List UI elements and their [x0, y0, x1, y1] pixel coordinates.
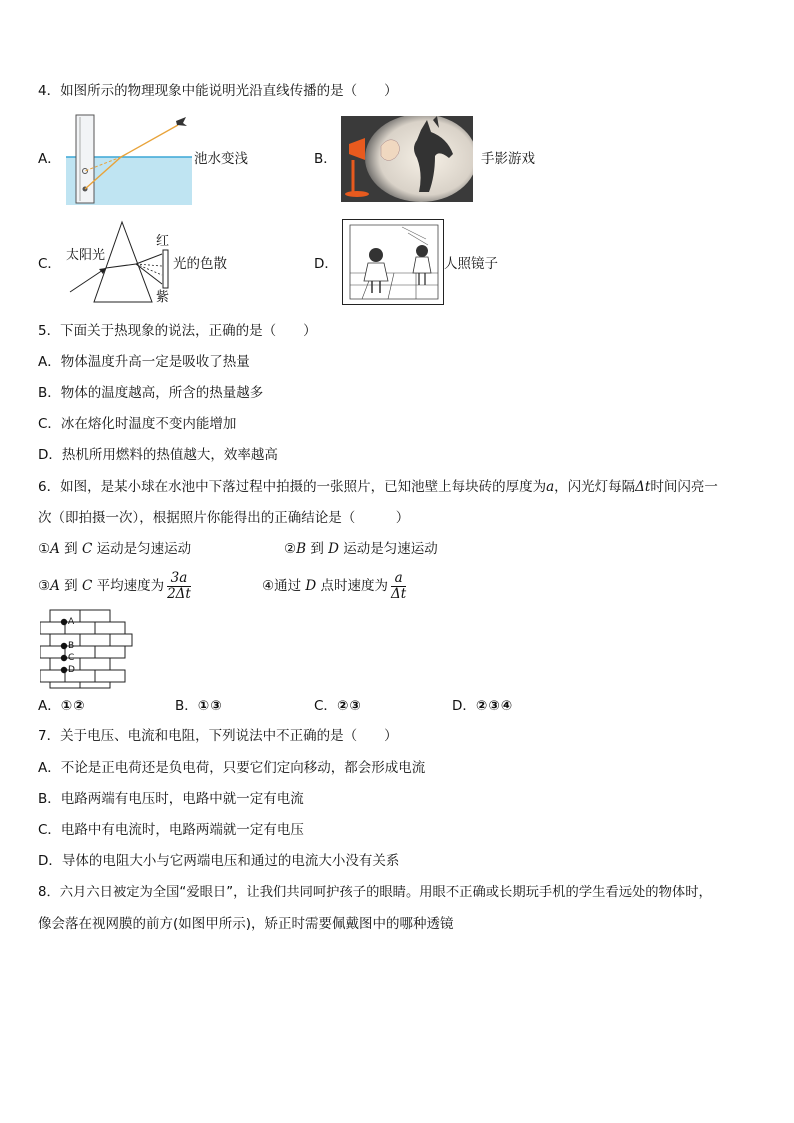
q4-option-c-caption: 光的色散 [173, 256, 227, 272]
q5-option-d: D．热机所用燃料的热值越大，效率越高 [38, 447, 278, 463]
fraction-3a-over-2dt: $\frac{3a}{2\Delta t}$ [167, 569, 191, 602]
q7-option-c: C．电路中有电流时，电路两端就一定有电压 [38, 822, 304, 838]
q4-option-d-caption: 人照镜子 [444, 256, 498, 272]
q6-answer-d: D．②③④ [452, 698, 514, 714]
sunlight-label: 太阳光 [66, 248, 106, 263]
mirror-figure [342, 219, 444, 305]
q4-option-b-caption: 手影游戏 [481, 151, 535, 167]
q6-conclusion-1: ①A 到 C 运动是匀速运动 [38, 541, 192, 557]
q4-stem: 4．如图所示的物理现象中能说明光沿直线传播的是（ ） [38, 83, 398, 99]
q6-answer-a: A．①② [38, 698, 86, 714]
q6-stem-line2: 次（即拍摄一次），根据照片你能得出的正确结论是（ ） [38, 510, 410, 526]
red-label: 红 [156, 234, 170, 249]
q6-stem-line1: 6．如图，是某小球在水池中下落过程中拍摄的一张照片，已知池壁上每块砖的厚度为a，闪光灯每隔Δt时间闪亮一 [38, 479, 718, 495]
q6-conclusion-2: ②B 到 D 运动是匀速运动 [284, 541, 438, 557]
hand-shadow-figure [341, 116, 473, 202]
var-a: a [546, 479, 555, 495]
pool-shallow-figure [66, 113, 192, 205]
fraction-a-over-dt: $\frac{a}{\Delta t}$ [391, 569, 407, 602]
point-c-label: C [68, 653, 75, 663]
var-delta-t: Δt [635, 479, 651, 495]
q7-option-d: D．导体的电阻大小与它两端电压和通过的电流大小没有关系 [38, 853, 400, 869]
q6-conclusion-3: ③A 到 C 平均速度为 $\frac{3a}{2\Delta t}$ [38, 569, 191, 602]
q4-option-a-caption: 池水变浅 [194, 151, 248, 167]
q5-option-b: B．物体的温度越高，所含的热量越多 [38, 385, 264, 401]
brick-wall-figure [40, 609, 134, 689]
q4-option-a-letter: A． [38, 151, 61, 167]
point-b-label: B [68, 641, 75, 651]
q4-option-b-letter: B． [314, 151, 337, 167]
q4-option-d-letter: D． [314, 256, 338, 272]
q7-option-b: B．电路两端有电压时，电路中就一定有电流 [38, 791, 304, 807]
q6-answer-b: B．①③ [175, 698, 223, 714]
q5-option-a: A．物体温度升高一定是吸收了热量 [38, 354, 250, 370]
dispersion-figure [66, 218, 176, 308]
q8-line2: 像会落在视网膜的前方(如图甲所示)，矫正时需要佩戴图中的哪种透镜 [38, 916, 454, 932]
q6-answer-c: C．②③ [314, 698, 362, 714]
q4-option-c-letter: C． [38, 256, 61, 272]
point-d-label: D [68, 665, 75, 675]
q5-option-c: C．冰在熔化时温度不变内能增加 [38, 416, 237, 432]
q6-conclusion-4: ④通过 D 点时速度为 $\frac{a}{\Delta t}$ [262, 569, 407, 602]
point-a-label: A [68, 617, 75, 627]
purple-label: 紫 [156, 290, 170, 305]
q8-line1: 8．六月六日被定为全国“爱眼日”，让我们共同呵护孩子的眼睛。用眼不正确或长期玩手机的学生看远处的物体时， [38, 885, 712, 900]
q7-stem: 7．关于电压、电流和电阻，下列说法中不正确的是（ ） [38, 728, 398, 744]
q7-option-a: A．不论是正电荷还是负电荷，只要它们定向移动，都会形成电流 [38, 760, 426, 776]
q5-stem: 5．下面关于热现象的说法，正确的是（ ） [38, 323, 317, 339]
